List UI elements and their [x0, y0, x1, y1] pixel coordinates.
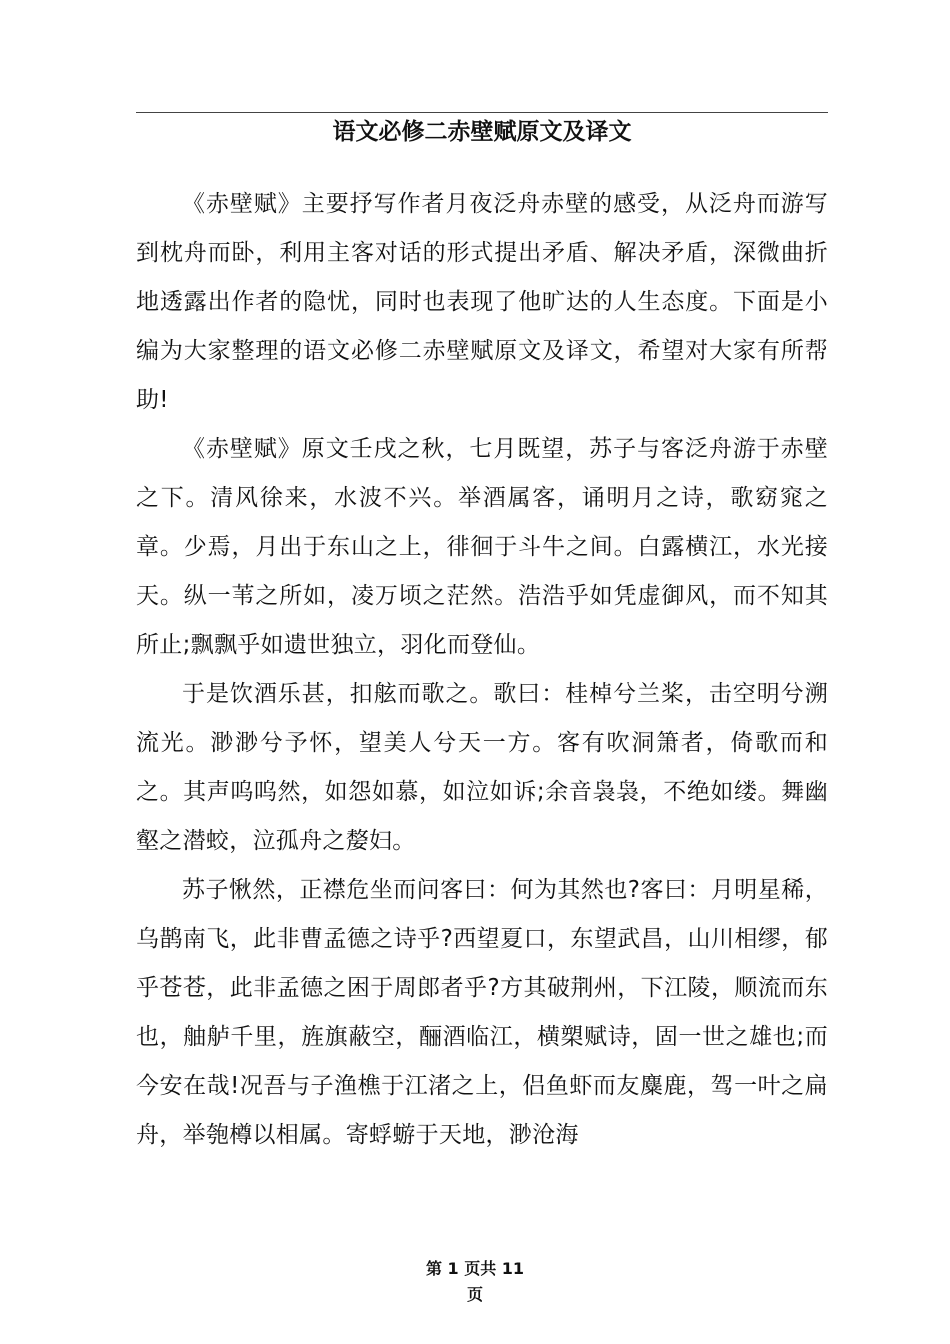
document-title: 语文必修二赤壁赋原文及译文: [332, 119, 632, 145]
paragraph-original-3: 苏子愀然，正襟危坐而问客曰：何为其然也?客曰：月明星稀，乌鹊南飞，此非曹孟德之诗乎?西望夏口，东望武昌，山川相缪，郁乎苍苍，此非孟德之困于周郎者乎?方其破荆州，下江陵，顺流而东也，舳舻千里，旌旗蔽空，酾酒临江，横槊赋诗，固一世之雄也;而今安在哉!况吾与子渔樵于江渚之上，侣鱼虾而友麋鹿，驾一叶之扁舟，举匏樽以相属。寄蜉蝣于天地，渺沧海: [136, 877, 828, 1148]
document-body: [136, 180, 828, 1160]
page-footer: [380, 1256, 570, 1308]
paragraph-intro: 《赤壁赋》主要抒写作者月夜泛舟赤壁的感受，从泛舟而游写到枕舟而卧，利用主客对话的形式提出矛盾、解决矛盾，深微曲折地透露出作者的隐忧，同时也表现了他旷达的人生态度。下面是小编为大家整理的语文必修二赤壁赋原文及译文，希望对大家有所帮助!: [136, 191, 828, 413]
header-rule: [136, 112, 828, 113]
page-number-line-1: 第 1 页共 11: [425, 1259, 525, 1278]
paragraph-original-1: 《赤壁赋》原文壬戌之秋，七月既望，苏子与客泛舟游于赤壁之下。清风徐来，水波不兴。举酒属客，诵明月之诗，歌窈窕之章。少焉，月出于东山之上，徘徊于斗牛之间。白露横江，水光接天。纵一苇之所如，凌万顷之茫然。浩浩乎如凭虚御风，而不知其所止;飘飘乎如遗世独立，羽化而登仙。: [136, 436, 828, 658]
paragraph-original-2: 于是饮酒乐甚，扣舷而歌之。歌曰：桂棹兮兰桨，击空明兮溯流光。渺渺兮予怀，望美人兮天一方。客有吹洞箫者，倚歌而和之。其声呜呜然，如怨如慕，如泣如诉;余音袅袅，不绝如缕。舞幽壑之潜蛟，泣孤舟之嫠妇。: [136, 681, 828, 854]
page-number-line-2: 页: [466, 1285, 483, 1304]
